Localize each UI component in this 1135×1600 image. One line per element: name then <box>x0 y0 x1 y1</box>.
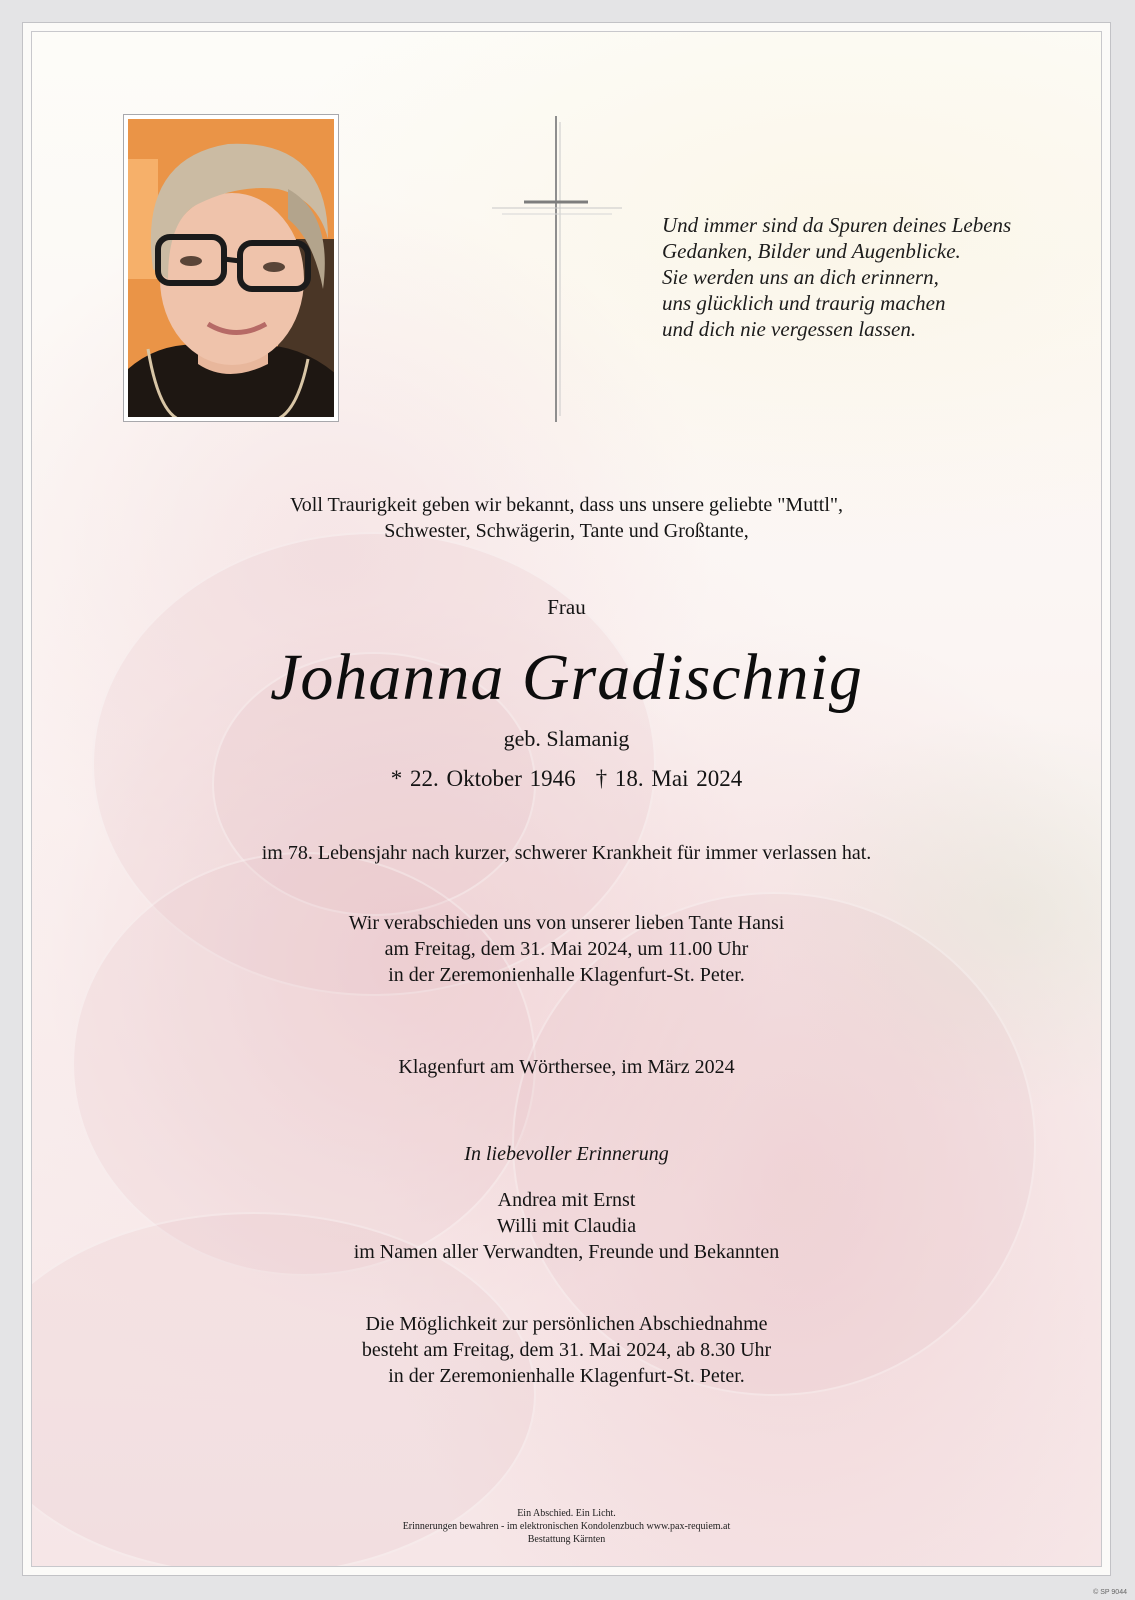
life-dates <box>32 766 1101 792</box>
viewing-line: in der Zeremonienhalle Klagenfurt-St. Peter. <box>388 1365 745 1387</box>
footer-line: Ein Abschied. Ein Licht. <box>517 1508 616 1519</box>
mourner-line: im Namen aller Verwandten, Freunde und Bekannten <box>353 1241 780 1263</box>
death-date: † 18. Mai 2024 <box>595 766 743 791</box>
maiden-name: geb. Slamanig <box>503 726 630 751</box>
template-code: © SP 9044 <box>1093 1589 1127 1596</box>
portrait-frame <box>123 114 339 422</box>
announcement-intro <box>32 492 1101 544</box>
passed-text: im 78. Lebensjahr nach kurzer, schwerer Krankheit für immer verlassen hat. <box>261 842 872 864</box>
obituary-sheet <box>22 22 1111 1576</box>
farewell-details <box>32 910 1101 988</box>
footer <box>32 1507 1101 1546</box>
poem-line: Und immer sind da Spuren deines Lebens <box>662 213 1012 237</box>
portrait-illustration <box>128 119 334 417</box>
mourner-line: Willi mit Claudia <box>496 1215 637 1237</box>
place-date: Klagenfurt am Wörthersee, im März 2024 <box>398 1056 735 1078</box>
portrait-photo <box>128 119 334 417</box>
intro-line: Voll Traurigkeit geben wir bekannt, dass uns unsere geliebte "Muttl", <box>289 494 844 516</box>
mourner-line: Andrea mit Ernst <box>497 1189 636 1211</box>
viewing-line: besteht am Freitag, dem 31. Mai 2024, ab 8.30 Uhr <box>361 1339 772 1361</box>
cross-icon <box>492 116 622 422</box>
birth-date: * 22. Oktober 1946 <box>390 766 576 791</box>
farewell-line: am Freitag, dem 31. Mai 2024, um 11.00 Uhr <box>384 938 749 960</box>
obituary-background <box>31 31 1102 1567</box>
poem <box>662 212 1082 342</box>
poem-line: und dich nie vergessen lassen. <box>662 317 917 341</box>
salutation: Frau <box>547 595 586 619</box>
poem-line: Gedanken, Bilder und Augenblicke. <box>662 239 961 263</box>
intro-line: Schwester, Schwägerin, Tante und Großtante, <box>384 520 749 542</box>
deceased-name: Johanna Gradischnig <box>270 641 863 714</box>
viewing-line: Die Möglichkeit zur persönlichen Abschiednahme <box>365 1313 768 1335</box>
farewell-line: Wir verabschieden uns von unserer lieben Tante Hansi <box>348 912 785 934</box>
poem-line: uns glücklich und traurig machen <box>662 291 946 315</box>
mourners-list <box>32 1187 1101 1265</box>
footer-line: Erinnerungen bewahren - im elektronischen Kondolenzbuch www.pax-requiem.at <box>402 1521 731 1532</box>
memory-heading: In liebevoller Erinnerung <box>464 1143 669 1165</box>
viewing-details <box>32 1311 1101 1389</box>
farewell-line: in der Zeremonienhalle Klagenfurt-St. Peter. <box>388 964 745 986</box>
footer-line: Bestattung Kärnten <box>527 1534 606 1545</box>
poem-line: Sie werden uns an dich erinnern, <box>662 265 939 289</box>
